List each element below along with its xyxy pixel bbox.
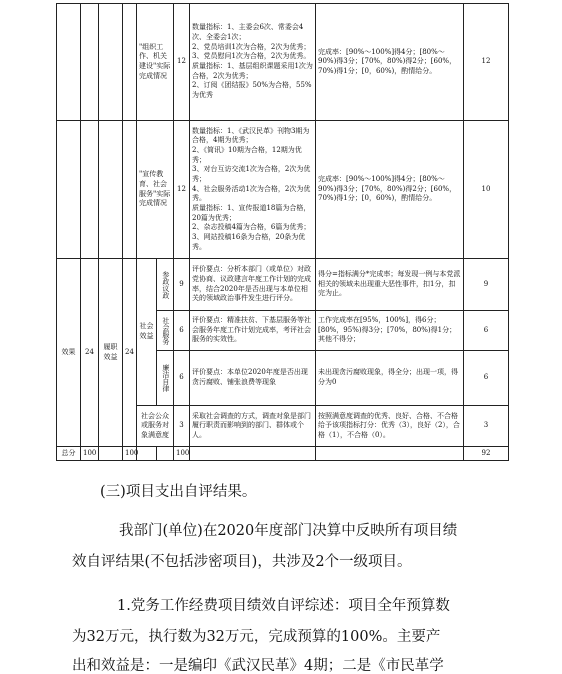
indicator-content: 数量指标：1、《武汉民革》刊物3期为合格，4期为优秀； 2、《简讯》10期为合格，12期为优秀； 3、对台互访交流1次为合格，2次为优秀； 4、社会服务活动1次为合格，2次为优秀。 质量指标：1、宣传报道18篇为合格，20篇为优秀； 2、杂志投稿4篇为合格，6篇为优秀； 3、网站投稿16条为合格，20条为优秀。	[190, 121, 316, 259]
body-paragraph-line: 我部门(单位)在2020年度部门决算中反映所有项目绩	[119, 523, 458, 539]
indicator-content: 采取社会调查的方式，调查对象是部门履行职责而影响到的部门、群体或个人。	[190, 406, 316, 447]
sub-indicator: 社会公众或服务对象满意度	[137, 406, 174, 447]
total-weight: 100	[174, 447, 190, 461]
sub-indicator: 廉洁自律	[157, 351, 174, 406]
social-benefit-label: 社会效益	[137, 259, 157, 406]
score-cell: 12	[464, 4, 509, 121]
scoring-standard: 完成率：[90%～100%]得4分；[80%～90%)得3分；[70%，80%)得2分；[60%，70%)得1分；[0，60%)，酌情给分。	[316, 4, 464, 121]
table-row	[57, 121, 509, 259]
score-cell: 9	[464, 259, 509, 311]
weight-cell: 3	[174, 406, 190, 447]
score-cell: 6	[464, 311, 509, 351]
total-weight: 100	[123, 447, 137, 461]
score-cell: 6	[464, 351, 509, 406]
effect-label: 效果	[57, 259, 81, 447]
weight-cell: 12	[174, 121, 190, 259]
performance-label: 履职效益	[99, 259, 123, 447]
evaluation-table	[56, 3, 509, 461]
scoring-standard: 工作完成率在[95%，100%]，得6分；[80%，95%)得3分；[70%，80%)得1分；其他不得分；	[316, 311, 464, 351]
indicator-content: 数量指标：1、主委会6次、常委会4次、全委会1次； 2、党员培训1次为合格，2次为优秀； 3、党员慰问1次为合格，2次为优秀。 质量指标：1、基层组织课题采用1次为合格，2次为优秀； 2、订阅《团结报》50%为合格，55%为优秀	[190, 4, 316, 121]
weight-cell: 9	[174, 259, 190, 311]
scoring-standard: 得分=指标满分*完成率；每发现一例与本党派相关的领域未出现重大恶性事件，扣1分，扣完为止。	[316, 259, 464, 311]
total-weight: 100	[81, 447, 99, 461]
total-label: 总分	[57, 447, 81, 461]
score-cell: 3	[464, 406, 509, 447]
total-score: 92	[464, 447, 509, 461]
section-heading: (三)项目支出自评结果。	[100, 484, 257, 500]
body-paragraph-line: 为32万元，执行数为32万元，完成预算的100%。主要产	[72, 629, 441, 645]
indicator-content: 评价要点：精准扶贫、下基层服务等社会服务年度工作计划完成率，考评社会服务的实效性。	[190, 311, 316, 351]
performance-weight: 24	[123, 259, 137, 447]
indicator-content: 评价要点：本单位2020年度是否出现贪污腐败、铺张浪费等现象	[190, 351, 316, 406]
weight-cell: 6	[174, 351, 190, 406]
weight-cell: 12	[174, 4, 190, 121]
scoring-standard: 完成率：[90%～100%]得4分；[80%～90%)得3分；[70%，80%)得2分；[60%，70%)得1分；[0，60%)，酌情给分。	[316, 121, 464, 259]
sub-indicator: "组织工作、机关建设"实际完成情况	[137, 4, 174, 121]
sub-indicator: "宣传教育、社会服务"实际完成情况	[137, 121, 174, 259]
table-row	[57, 259, 509, 311]
weight-cell: 6	[174, 311, 190, 351]
table-row	[57, 4, 509, 121]
scoring-standard: 未出现贪污腐败现象，得全分；出现一项，得分为0	[316, 351, 464, 406]
indicator-content: 评价要点：分析本部门（或单位）对政党协商、议政建言年度工作计划的完成率，结合2020年是否出现与本单位相关的领域政治事件发生进行评分。	[190, 259, 316, 311]
sub-indicator: 参政议政	[157, 259, 174, 311]
body-paragraph-line: 1.党务工作经费项目绩效自评综述：项目全年预算数	[117, 598, 450, 614]
body-paragraph-line: 出和效益是：一是编印《武汉民革》4期；二是《市民革学	[72, 658, 444, 674]
score-cell: 10	[464, 121, 509, 259]
effect-weight: 24	[81, 259, 99, 447]
body-paragraph-line: 效自评结果(不包括涉密项目)，共涉及2个一级项目。	[72, 554, 412, 570]
total-row	[57, 447, 509, 461]
scoring-standard: 按照满意度调查的优秀、良好、合格、不合格给予该项指标打分：优秀（3），良好（2），合格（1），不合格（0）。	[316, 406, 464, 447]
sub-indicator: 社会服务	[157, 311, 174, 351]
